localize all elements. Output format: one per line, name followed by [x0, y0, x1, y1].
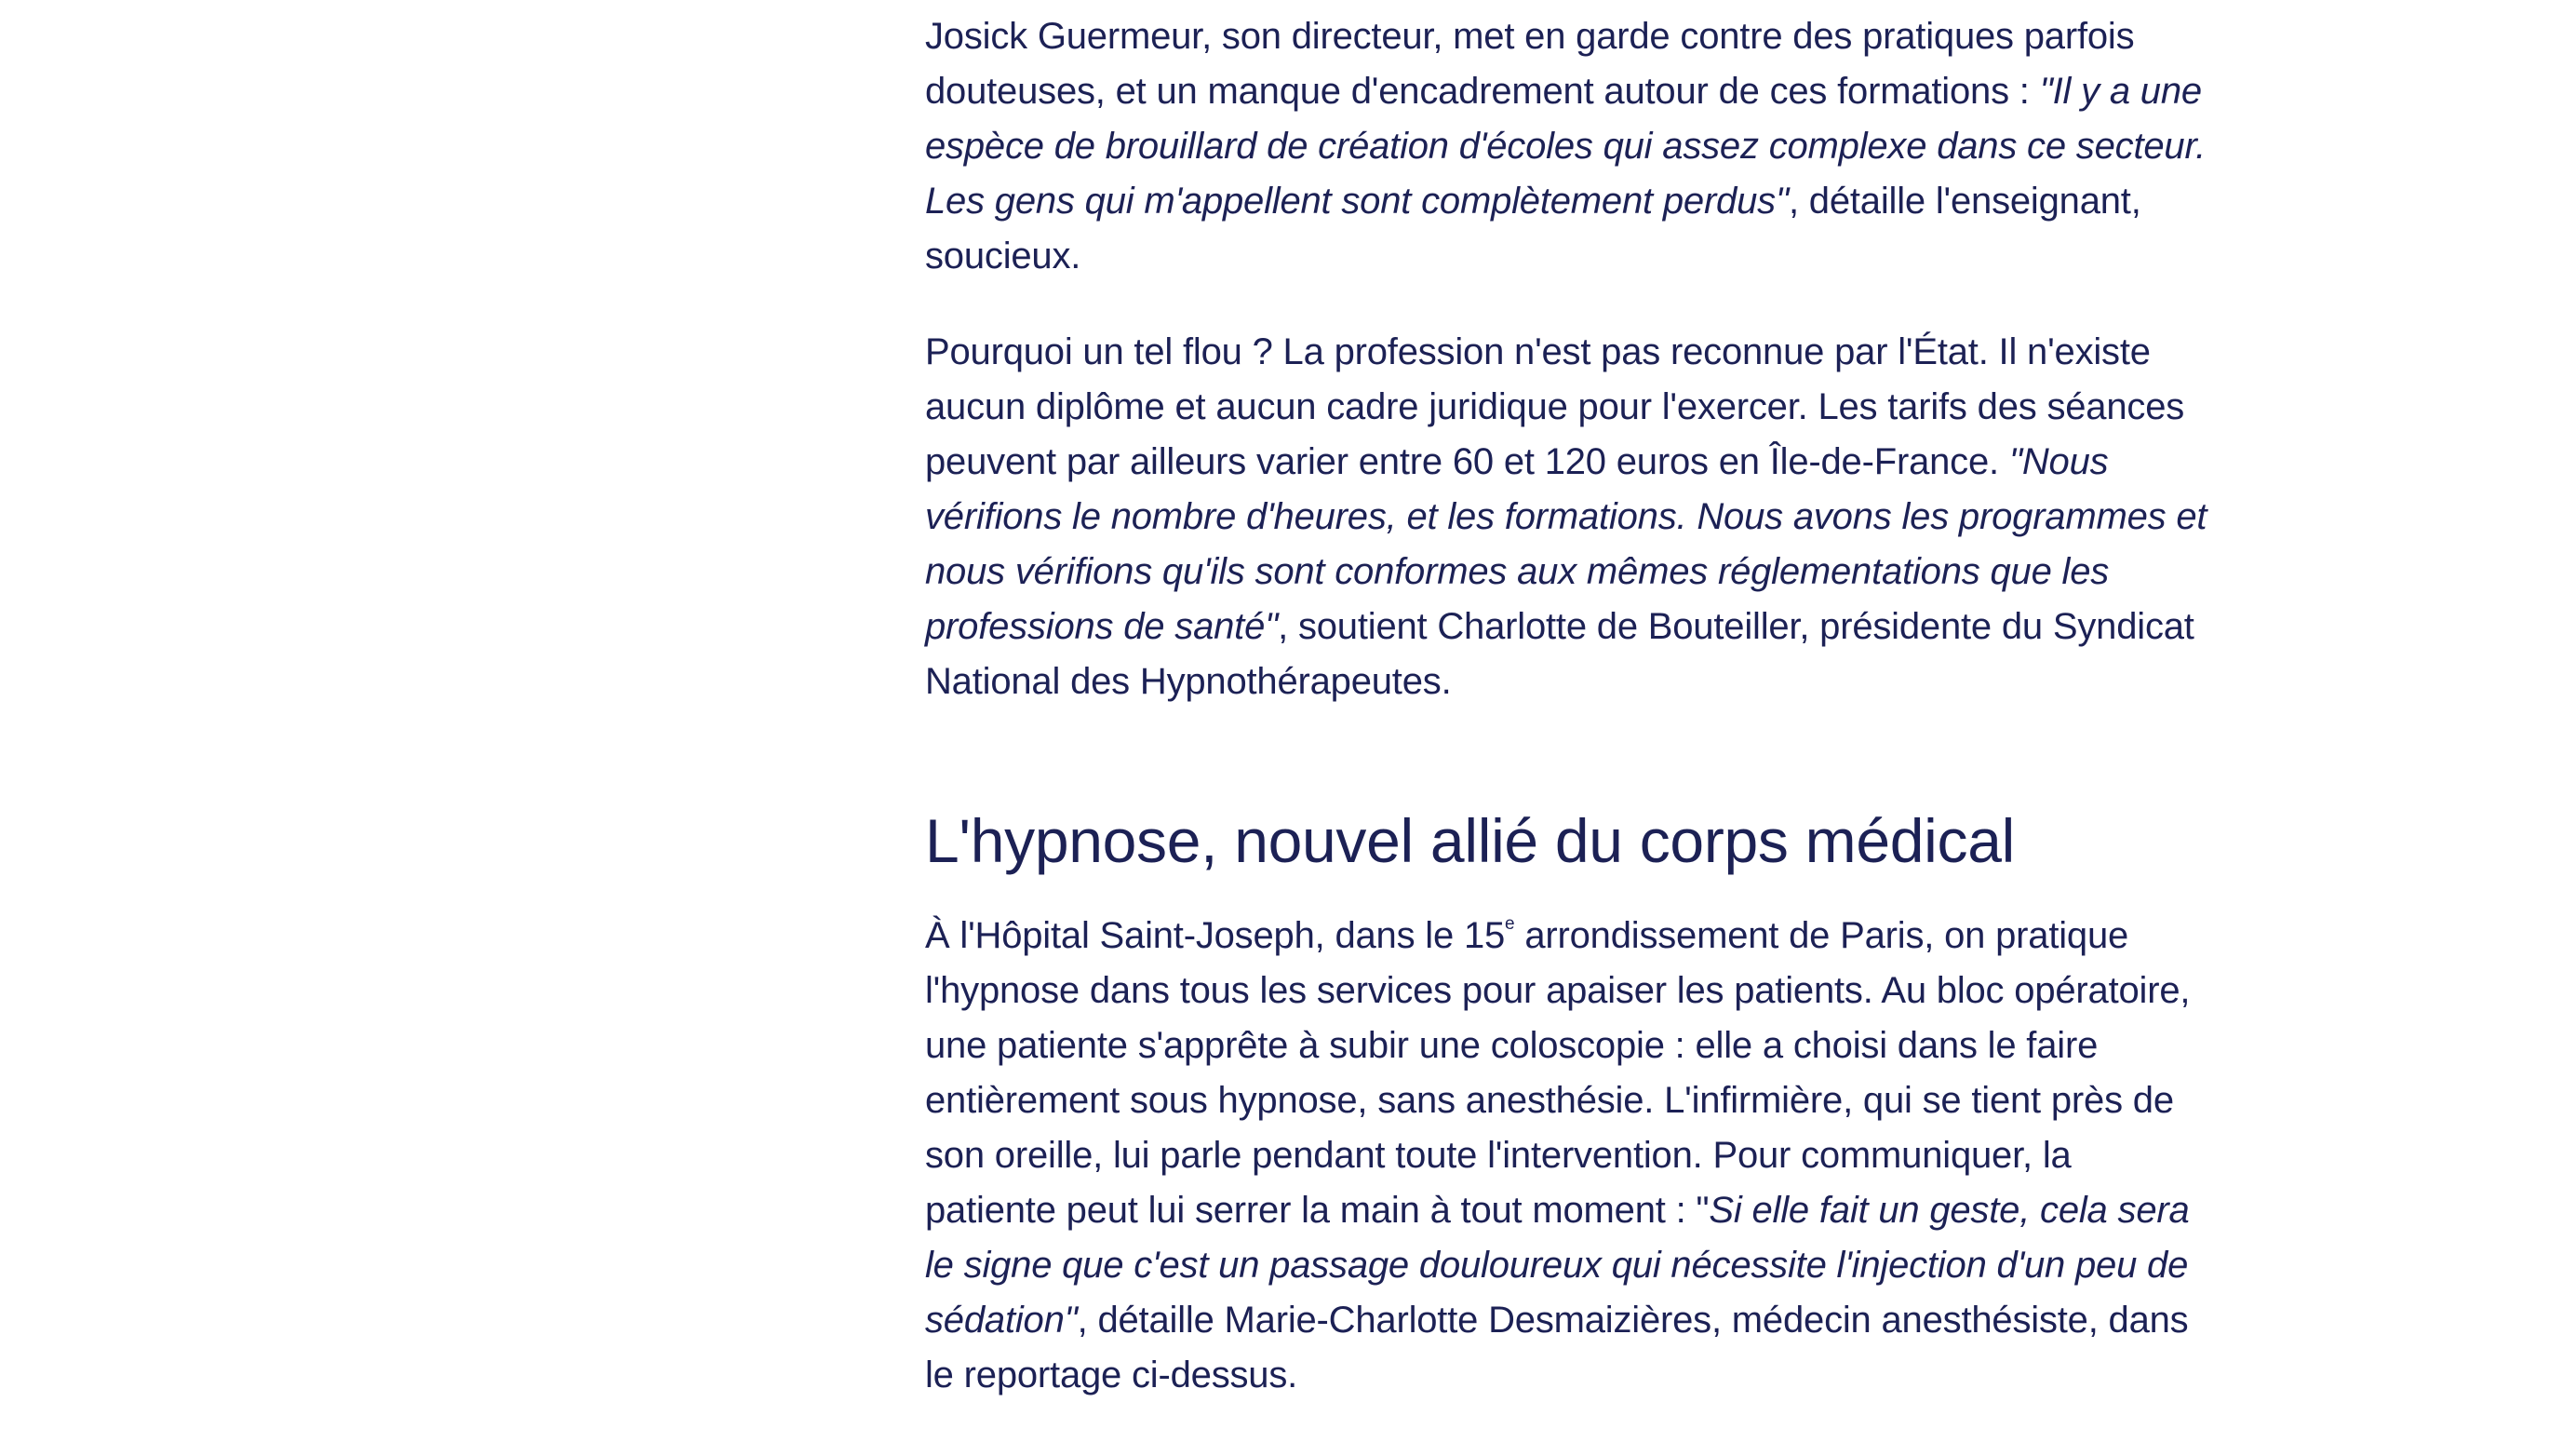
paragraph-text: Josick Guermeur, son directeur, met en garde contre des pratiques parfois douteuses, et un manque d'encadrement autour de ces formations :	[925, 16, 2135, 112]
section-heading: L'hypnose, nouvel allié du corps médical	[925, 806, 2015, 875]
paragraph-hopital	[925, 909, 2209, 1403]
paragraph-text: arrondissement de Paris, on pratique l'hypnose dans tous les services pour apaiser les patients. Au bloc opératoire, une patiente s'apprête à subir une coloscopie : elle a choisi dans le faire entièrement sous hypnose, sans anesthésie. L'infirmière, qui se tient près de son oreille, lui parle pendant toute l'intervention. Pour communiquer, la patiente peut lui serrer la main à tout moment : "	[925, 915, 2191, 1231]
paragraph-text: À l'Hôpital Saint-Joseph, dans le 15	[925, 915, 1506, 956]
paragraph-text: Pourquoi un tel flou ? La profession n'est pas reconnue par l'État. Il n'existe aucun diplôme et aucun cadre juridique pour l'exercer. Les tarifs des séances peuvent par ailleurs varier entre 60 et 120 euros en Île-de-France.	[925, 331, 2185, 482]
quote-bouteiller: "Nous vérifions le nombre d'heures, et les formations. Nous avons les programmes et nous vérifions qu'ils sont conformes aux mêmes réglementations que les professions de santé"	[925, 441, 2207, 647]
paragraph-text: , soutient Charlotte de Bouteiller, présidente du Syndicat National des Hypnothérapeutes.	[925, 606, 2194, 702]
paragraph-guermeur	[925, 9, 2209, 284]
ordinal-superscript: e	[1505, 914, 1515, 934]
article-body	[925, 0, 2209, 1403]
paragraph-text: , détaille l'enseignant, soucieux.	[925, 181, 2141, 276]
paragraph-text: , détaille Marie-Charlotte Desmaizières, médecin anesthésiste, dans le reportage ci-dessus.	[925, 1300, 2189, 1395]
paragraph-profession	[925, 325, 2209, 709]
quote-guermeur: "Il y a une espèce de brouillard de création d'écoles qui assez complexe dans ce secteur. Les gens qui m'appellent sont complètement perdus"	[925, 71, 2207, 222]
quote-desmaizieres: Si elle fait un geste, cela sera le signe que c'est un passage douloureux qui nécessite l'injection d'un peu de sédation"	[925, 1190, 2190, 1341]
